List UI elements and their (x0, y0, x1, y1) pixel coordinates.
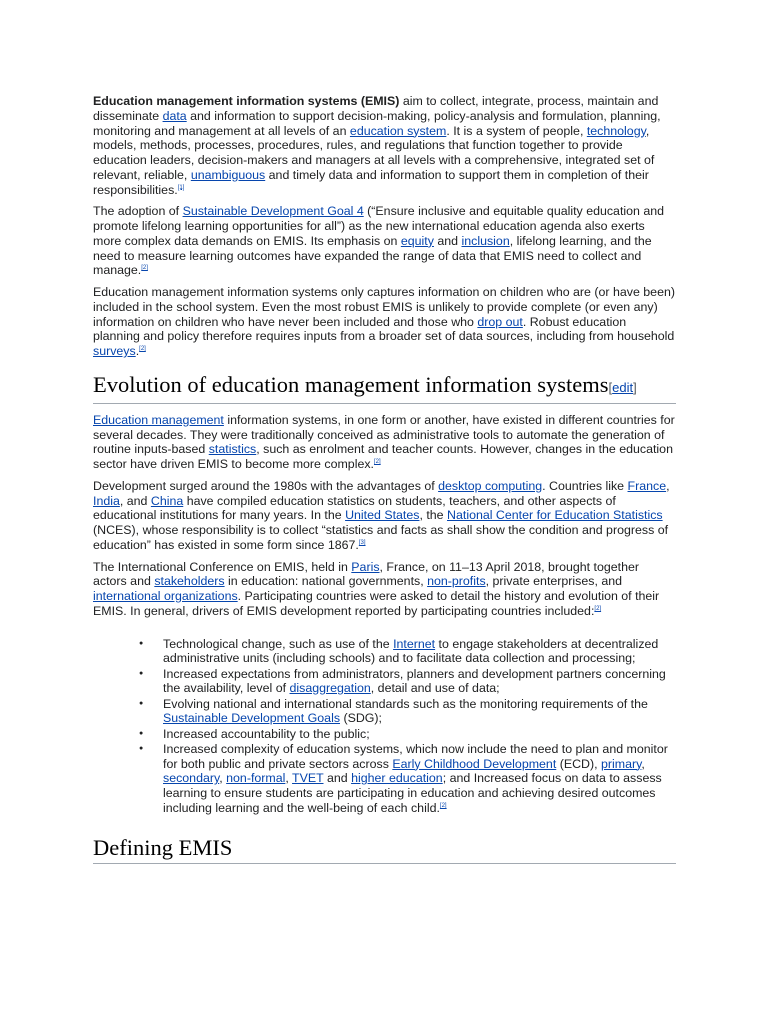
link-india[interactable]: India (93, 493, 120, 508)
text: , private enterprises, and (485, 574, 623, 589)
link-france[interactable]: France (627, 478, 667, 493)
list-item (163, 667, 676, 697)
edit-link[interactable]: edit (612, 379, 634, 395)
text: , and (119, 493, 151, 508)
link-tvet[interactable]: TVET (292, 771, 324, 786)
link-technology[interactable]: technology (586, 123, 646, 138)
reference-link[interactable]: [1] (177, 184, 185, 191)
article-body (93, 94, 676, 873)
link-drop-out[interactable]: drop out (477, 314, 523, 329)
text: to engage stakeholders at decentralized administrative units (including schools) and to facilitate data collection and processing; (163, 636, 659, 666)
text: , the (419, 508, 448, 523)
text: The adoption of (93, 204, 183, 219)
link-non-formal[interactable]: non-formal (226, 771, 286, 786)
bracket: [ (608, 379, 613, 395)
link-primary[interactable]: primary (601, 756, 642, 771)
list-item (163, 637, 676, 667)
text: , (666, 478, 670, 493)
text: Increased accountability to the public; (163, 726, 370, 741)
reference-link[interactable]: [2] (439, 802, 447, 809)
heading-evolution (93, 371, 676, 404)
link-non-profits[interactable]: non-profits (427, 574, 486, 589)
link-internet[interactable]: Internet (393, 636, 436, 651)
link-china[interactable]: China (150, 493, 184, 508)
link-data[interactable]: data (162, 108, 187, 123)
link-unambiguous[interactable]: unambiguous (190, 167, 266, 182)
text: Increased expectations from administrators, planners and development partners concerning the availability, level of (163, 666, 666, 696)
text: Development surged around the 1980s with the advantages of (93, 478, 439, 493)
text: . (135, 344, 140, 358)
heading-title: Defining EMIS (93, 834, 233, 860)
link-sdgs[interactable]: Sustainable Development Goals (163, 711, 341, 726)
text: and (323, 771, 352, 786)
text: . Robust education planning and policy therefore requires inputs from a broader set of data sources, including from household (93, 314, 675, 344)
link-desktop-computing[interactable]: desktop computing (438, 478, 543, 493)
text: , (285, 771, 293, 786)
text: Evolving national and international standards such as the monitoring requirements of the (163, 696, 648, 711)
text: aim to collect, integrate, process, maintain and disseminate (93, 94, 659, 123)
reference-link[interactable]: [2] (141, 265, 148, 272)
text: , (641, 756, 645, 771)
text: Education management information systems only captures information on children who are (or have been) included in the school system. Even the most robust EMIS is unlikely to provide complete (or even any) information on children who have never been included and those who (93, 285, 675, 329)
text: (SDG); (340, 711, 383, 726)
link-surveys[interactable]: surveys (93, 344, 136, 358)
coverage-paragraph (93, 285, 676, 359)
sdg4-paragraph (93, 204, 676, 278)
text: (NCES), whose responsibility is to collect “statistics and facts as shall show the condition and progress of education” has existed in some form since 1867. (93, 523, 669, 552)
text: Technological change, such as use of the (163, 636, 394, 651)
link-nces[interactable]: National Center for Education Statistics (447, 508, 663, 523)
intro-paragraph (93, 94, 676, 197)
text: (“Ensure inclusive and equitable quality education and promote lifelong learning opportunities for all”) as the new international education agenda also exerts more complex data demands on EMIS. Its emphasis on (93, 204, 665, 248)
edit-section (609, 380, 637, 395)
text: , such as enrolment and teacher counts. However, changes in the education sector have driven EMIS to become more complex. (93, 442, 673, 471)
text: , (219, 771, 227, 786)
text: and (433, 233, 462, 248)
link-equity[interactable]: equity (400, 233, 434, 248)
link-secondary[interactable]: secondary (163, 771, 220, 786)
text: , detail and use of data; (370, 681, 500, 696)
link-sdg4[interactable]: Sustainable Development Goal 4 (182, 204, 364, 219)
text: The International Conference on EMIS, held in (93, 559, 352, 574)
term-emis: Education management information systems (EMIS) (93, 94, 400, 108)
text: . Participating countries were asked to detail the history and evolution of their EMIS. In general, drivers of EMIS development reported by participating countries included: (93, 589, 660, 618)
link-stakeholders[interactable]: stakeholders (154, 574, 225, 589)
list-item (163, 697, 676, 727)
reference-link[interactable]: [2] (594, 605, 602, 612)
text: Increased complexity of education systems, which now include the need to plan and monitor for both public and private sectors across (163, 741, 668, 771)
link-united-states[interactable]: United States (345, 508, 420, 523)
link-inclusion[interactable]: inclusion (461, 233, 510, 248)
text: . It is a system of people, (446, 123, 587, 138)
text: . Countries like (542, 478, 628, 493)
reference-link[interactable]: [3] (358, 539, 366, 546)
text: , models, methods, processes, procedures, rules, and regulations that function together to provide education leaders, decision-makers and managers at all levels with a comprehensive, integrated set of relevant, reliable, (93, 123, 655, 182)
link-education-system[interactable]: education system (349, 123, 447, 138)
reference-link[interactable]: [2] (373, 458, 381, 465)
drivers-list (93, 637, 676, 816)
heading-defining-emis (93, 834, 676, 864)
list-item (163, 727, 676, 742)
text: and information to support decision-making, policy-analysis and formulation, planning, monitoring and management at all levels of an (93, 108, 661, 138)
link-education-management[interactable]: Education management (93, 412, 224, 427)
reference-link[interactable]: [2] (139, 345, 146, 352)
bracket: ] (633, 379, 637, 395)
link-disaggregation[interactable]: disaggregation (289, 681, 371, 696)
link-statistics[interactable]: statistics (208, 442, 257, 457)
link-ecd[interactable]: Early Childhood Development (392, 756, 557, 771)
text: information systems, in one form or another, have existed in different countries for several decades. They were traditionally conceived as administrative tools to automate the generation of routine inputs-based (93, 412, 675, 457)
history-paragraph (93, 413, 676, 472)
link-paris[interactable]: Paris (351, 559, 380, 574)
text: have compiled education statistics on students, teachers, and other aspects of educational institutions for many years. In the (93, 493, 616, 523)
heading-title: Evolution of education management information systems (93, 371, 609, 397)
link-international-organizations[interactable]: international organizations (93, 589, 238, 603)
text: , France, on 11–13 April 2018, brought together actors and (93, 559, 639, 589)
text: and timely data and information to support them in completion of their responsibilities. (93, 167, 649, 197)
list-item (163, 742, 676, 816)
development-paragraph (93, 479, 676, 553)
link-higher-education[interactable]: higher education (351, 771, 443, 786)
text: , lifelong learning, and the need to measure learning outcomes have expanded the range of data that EMIS need to collect and manage. (93, 233, 652, 278)
text: in education: national governments, (224, 574, 428, 589)
text: ; and Increased focus on data to assess learning to ensure students are participating in education and achieving desired outcomes including learning and the well-being of each child. (163, 771, 662, 815)
conference-paragraph (93, 560, 676, 619)
text: (ECD), (556, 756, 602, 771)
